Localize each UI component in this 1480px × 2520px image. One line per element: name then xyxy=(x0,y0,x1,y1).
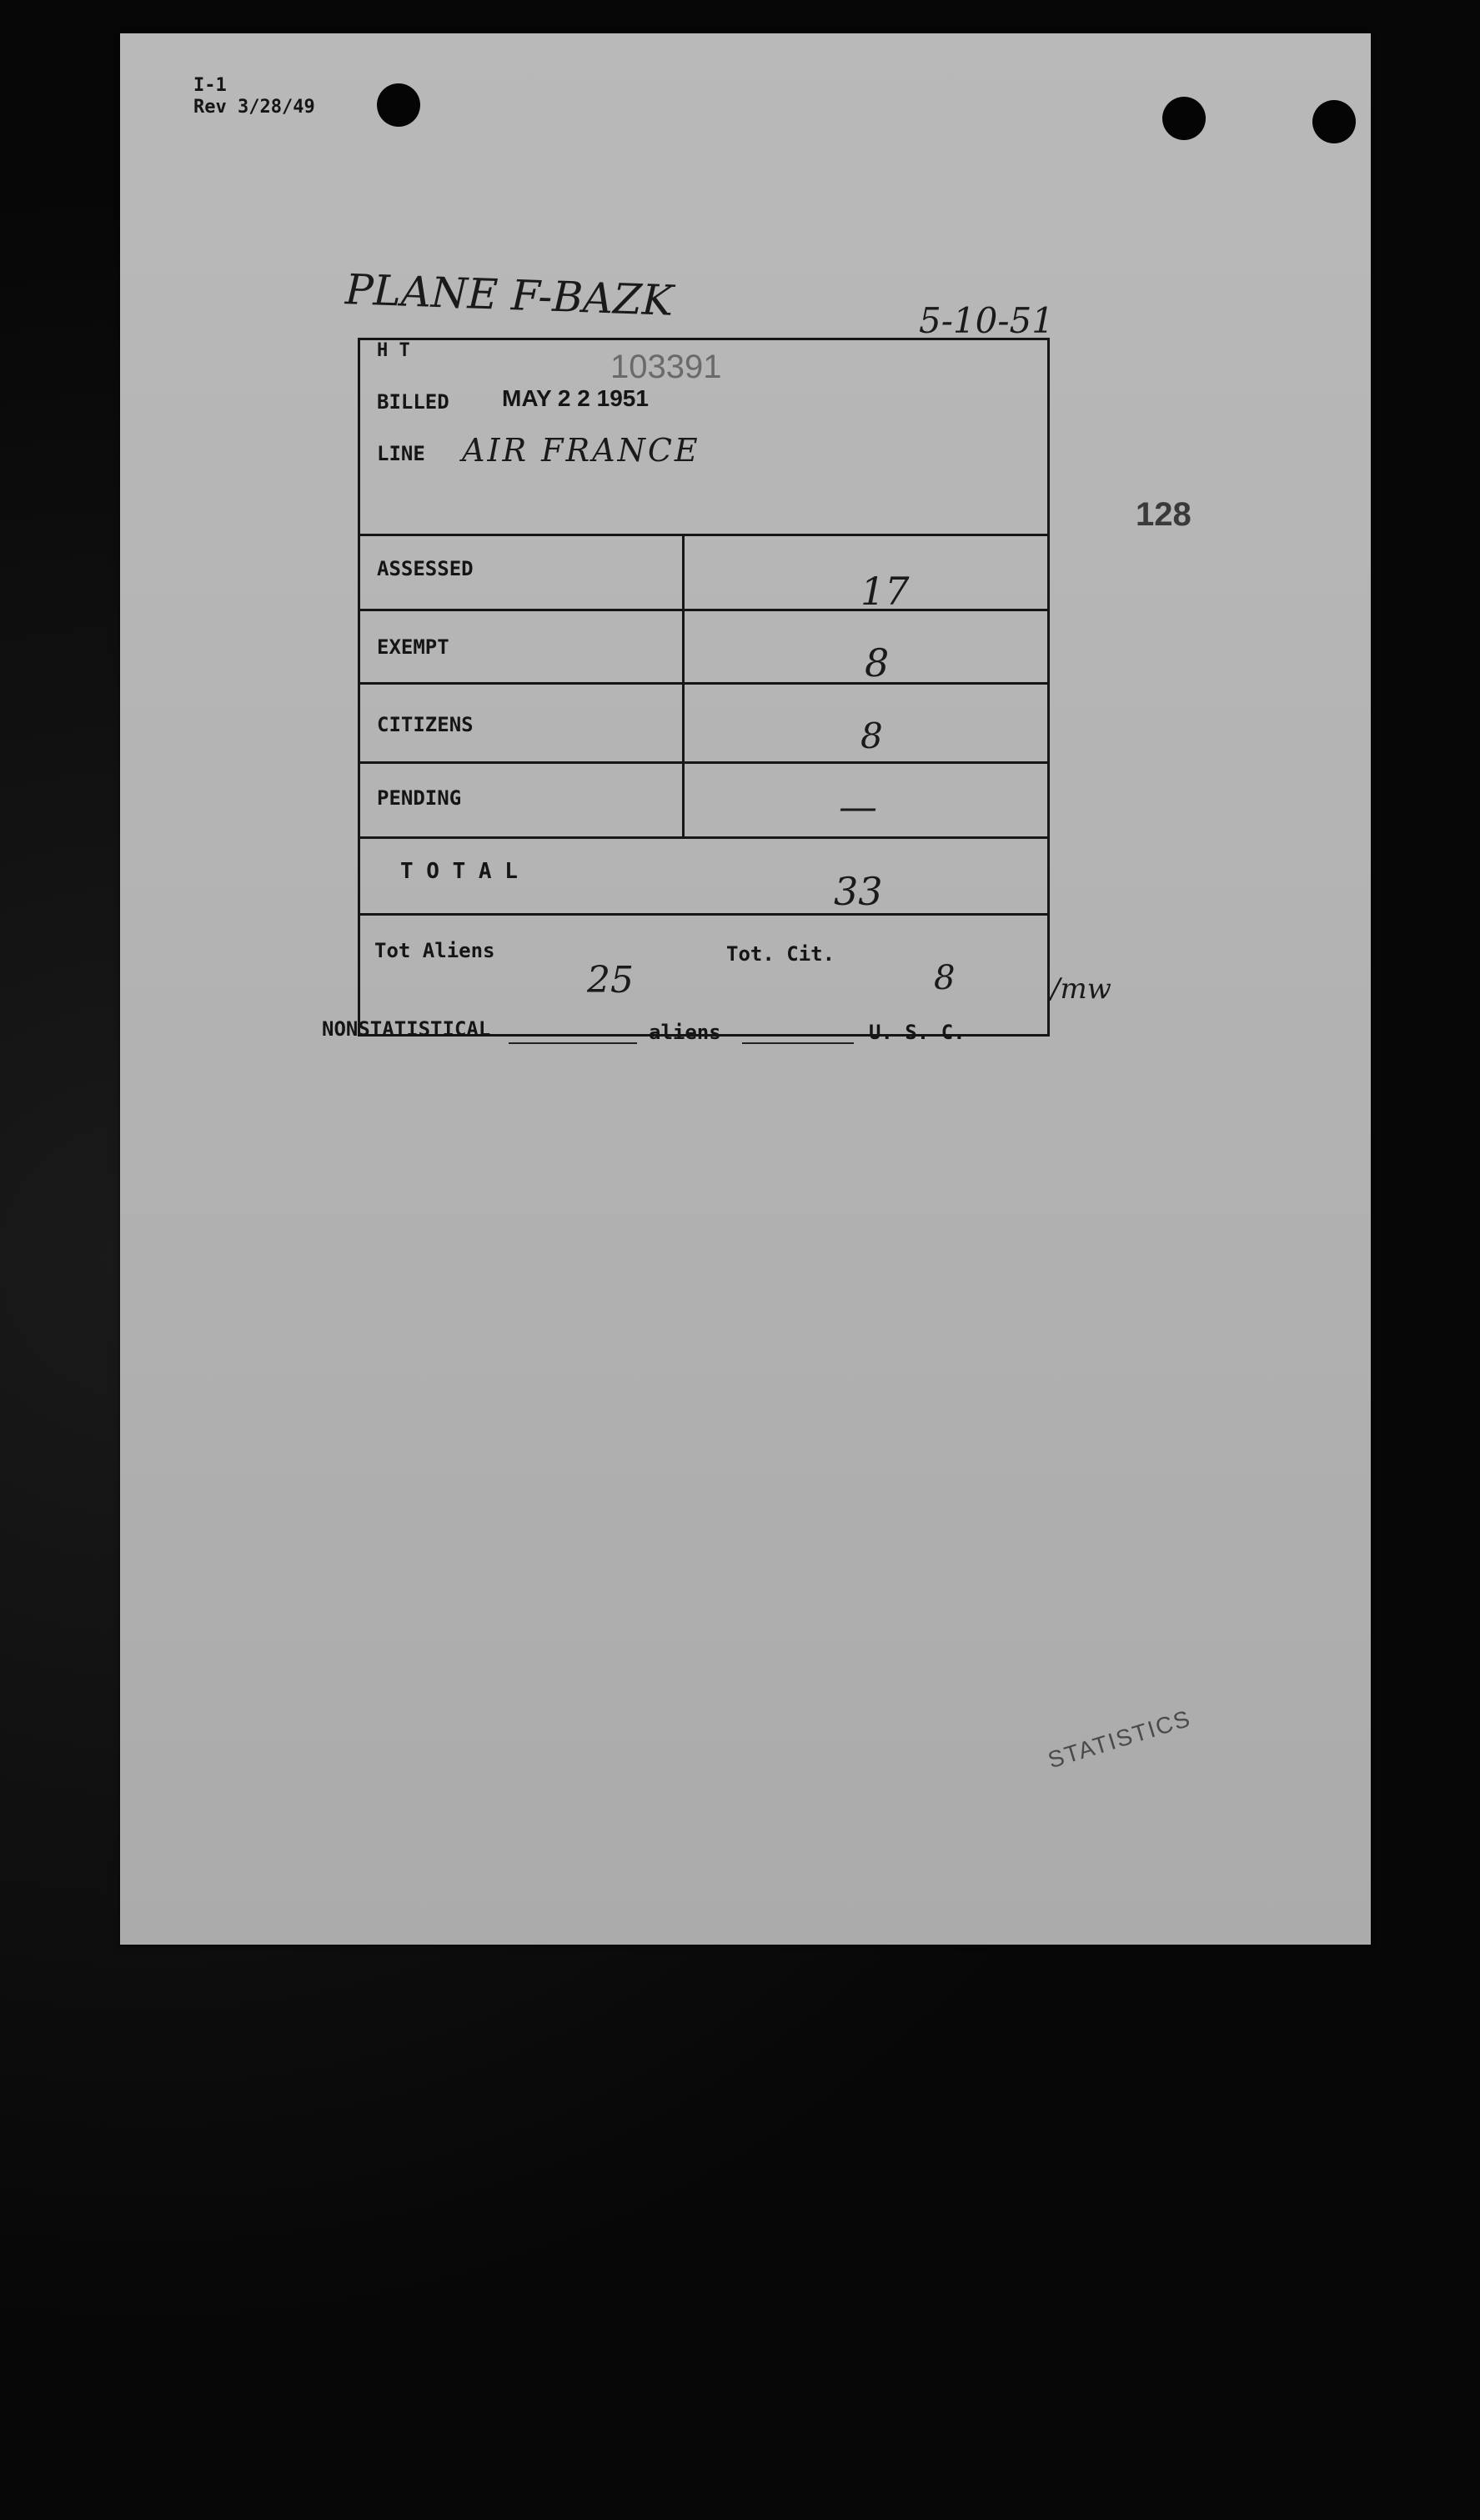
statistics-stamp: STATISTICS xyxy=(1045,1704,1195,1774)
aliens-label: aliens xyxy=(649,1021,721,1044)
side-number: 128 xyxy=(1136,496,1192,533)
tot-cit-label: Tot. Cit. xyxy=(726,942,835,966)
date-annotation: 5-10-51 xyxy=(919,300,1054,341)
tot-cit-value: 8 xyxy=(934,959,956,997)
rule xyxy=(358,913,1050,916)
rule xyxy=(358,534,1050,536)
line-label: LINE xyxy=(377,442,425,465)
tot-aliens-label: Tot Aliens xyxy=(374,939,495,962)
nonstatistical-blank xyxy=(509,1042,637,1044)
assessed-label: ASSESSED xyxy=(377,557,474,580)
rule xyxy=(358,761,1050,764)
rule xyxy=(358,609,1050,611)
total-value: 33 xyxy=(834,869,883,914)
rule xyxy=(358,836,1050,839)
usc-label: U. S. C. xyxy=(869,1021,966,1044)
punch-hole-left xyxy=(377,83,420,127)
plane-annotation: PLANE F-BAZK xyxy=(344,265,675,325)
assessed-value: 17 xyxy=(860,569,910,614)
billing-number: 103391 xyxy=(610,349,722,385)
citizens-label: CITIZENS xyxy=(377,713,474,736)
aliens-blank xyxy=(742,1042,854,1044)
form-revision: Rev 3/28/49 xyxy=(193,97,315,118)
form-number: I-1 xyxy=(193,75,227,96)
form-page xyxy=(120,33,1371,1945)
billed-label: BILLED xyxy=(377,390,449,414)
pending-value: — xyxy=(839,784,877,829)
initials: /mw xyxy=(1051,972,1111,1006)
rule xyxy=(358,682,1050,685)
line-value: AIR FRANCE xyxy=(462,432,700,469)
tot-aliens-value: 25 xyxy=(587,959,634,1001)
punch-hole-right-1 xyxy=(1162,97,1206,140)
nonstatistical-label: NONSTATISTICAL xyxy=(322,1017,491,1041)
pending-label: PENDING xyxy=(377,786,462,810)
punch-hole-right-2 xyxy=(1312,100,1356,143)
total-label: T O T A L xyxy=(400,859,518,884)
ht-label: H T xyxy=(377,340,410,361)
citizens-value: 8 xyxy=(860,715,883,756)
billed-date-stamp: MAY 2 2 1951 xyxy=(502,385,649,411)
column-divider xyxy=(682,534,685,838)
exempt-label: EXEMPT xyxy=(377,635,449,659)
exempt-value: 8 xyxy=(865,640,890,685)
